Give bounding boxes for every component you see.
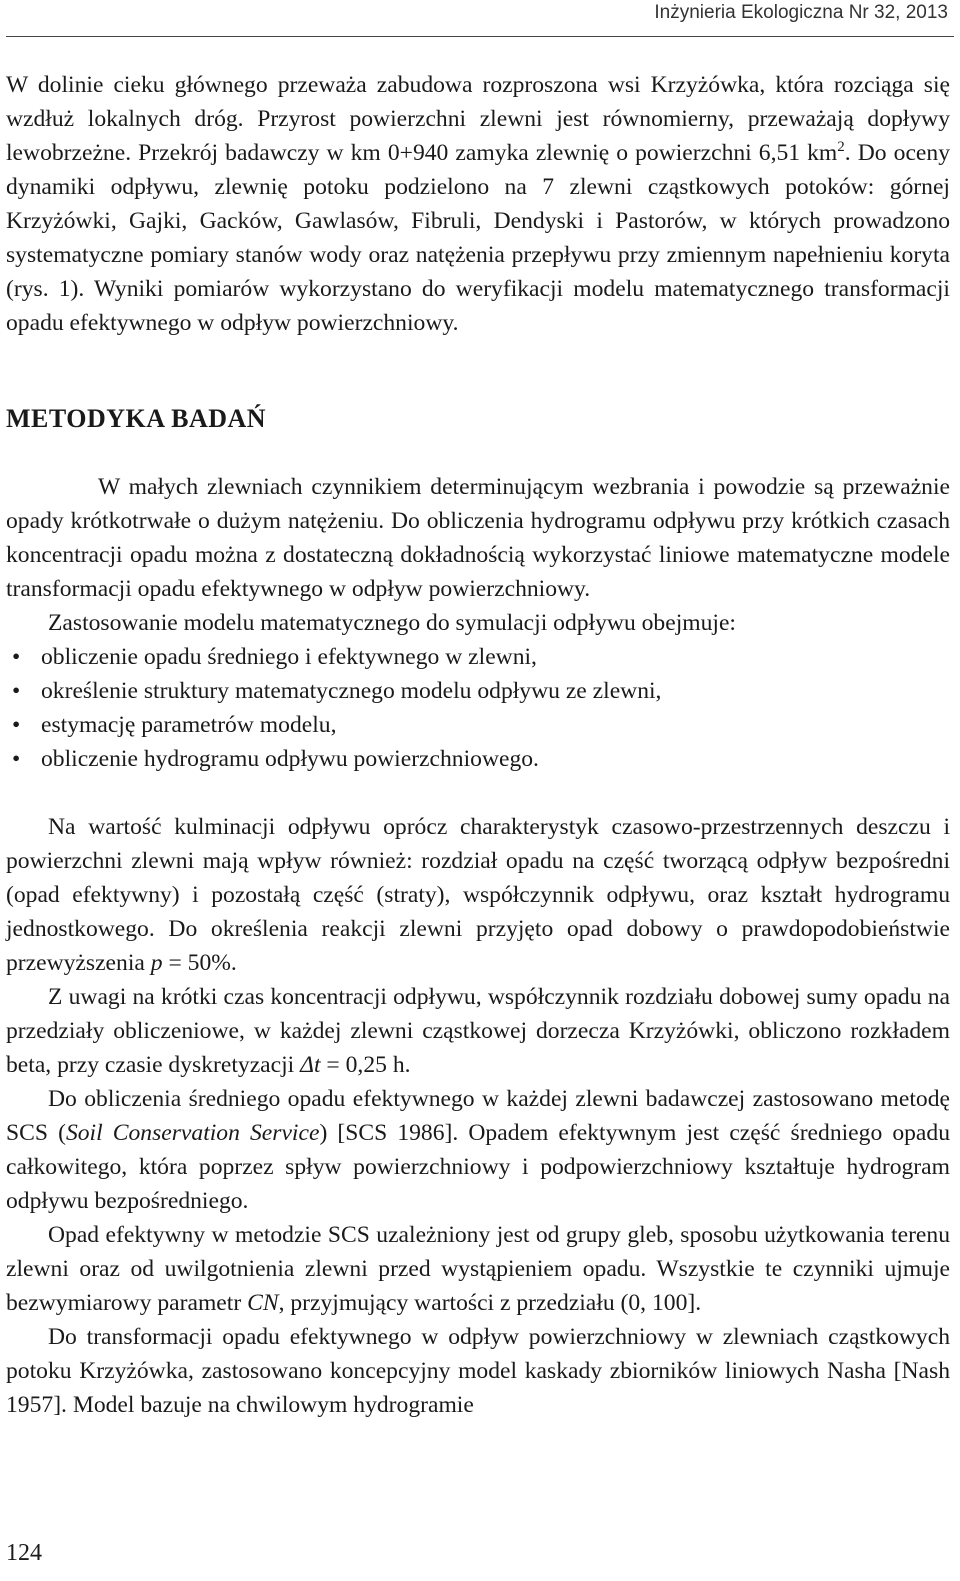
p3-text-b: = 50%. [162,950,237,976]
steps-list [6,640,950,776]
methods-paragraph-1: W małych zlewniach czynnikiem determinującym wezbrania i powodzie są przeważnie opady krótkotrwałe o dużym natężeniu. Do obliczenia hydrogramu odpływu przy krótkich czasach koncentracji opadu można z dostateczną dokładnością wykorzystać liniowe matematyczne modele transformacji opadu efektywnego w odpływ powierzchniowy. [6,474,950,602]
list-item [6,674,950,708]
methods-paragraph-5 [6,1082,950,1218]
p6-text-a: Opad efektywny w metodzie SCS uzależniony jest od grupy gleb, sposobu użytkowania terenu zlewni oraz od uwilgotnienia zlewni przed wystąpieniem opadu. Wszystkie te czynniki ujmuje bezwymiarowy parametr [6,1222,950,1316]
article-body [6,68,950,1422]
methods-paragraph-4 [6,980,950,1082]
time-step-variable: Δt [300,1052,321,1078]
bullet-icon: • [12,712,21,738]
probability-variable: p [150,950,163,976]
list-item-text: estymację parametrów modelu, [41,712,337,738]
bullet-icon: • [12,678,21,704]
methods-paragraph-2: Zastosowanie modelu matematycznego do symulacji odpływu obejmuje: [48,610,736,636]
section-heading: METODYKA BADAŃ [6,404,267,433]
bullet-icon: • [12,644,21,670]
intro-text-a: W dolinie cieku głównego przeważa zabudowa rozproszona wsi Krzyżówka, która rozciąga się wzdłuż lokalnych dróg. Przyrost powierzchni zlewni jest równomierny, przeważają dopływy lewobrzeżne. Przekrój badawczy w km 0+940 zamyka zlewnię o powierzchni 6,51 km [6,72,950,166]
bullet-icon: • [12,746,21,772]
header-divider [6,36,954,37]
methods-paragraph-3 [6,810,950,980]
methods-paragraph-7: Do transformacji opadu efektywnego w odpływ powierzchniowy w zlewniach cząstkowych potoku Krzyżówka, zastosowano koncepcyjny model kaskady zbiorników liniowych Nasha [Nash 1957]. Model bazuje na chwilowym hydrogramie [6,1324,950,1418]
methods-paragraph-6 [6,1218,950,1320]
page-number: 124 [6,1540,42,1566]
list-item-text: obliczenie opadu średniego i efektywnego w zlewni, [41,644,537,670]
p4-text-b: = 0,25 h. [320,1052,411,1078]
scs-full-name: Soil Conservation Service [65,1120,320,1146]
list-item [6,640,950,674]
p5-text-a: Do obliczenia średniego opadu efektywnego w każdej zlewni badawczej zastosowano metodę SCS ( [6,1086,950,1146]
p4-text-a: Z uwagi na krótki czas koncentracji odpływu, współczynnik rozdziału dobowej sumy opadu na przedziały obliczeniowe, w każdej zlewni cząstkowej dorzecza Krzyżówki, obliczono rozkładem beta, przy czasie dyskretyzacji [6,984,950,1078]
list-item [6,708,950,742]
list-item-text: obliczenie hydrogramu odpływu powierzchniowego. [41,746,539,772]
p5-text-b: ) [SCS 1986]. Opadem efektywnym jest część średniego opadu całkowitego, która poprzez spływ powierzchniowy i podpowierzchniowy kształtuje hydrogram odpływu bezpośredniego. [6,1120,951,1214]
p3-text-a: Na wartość kulminacji odpływu oprócz charakterystyk czasowo-przestrzennych deszczu i powierzchni zlewni mają wpływ również: rozdział opadu na część tworzącą odpływ bezpośredni (opad efektywny) i pozostałą część (straty), współczynnik odpływu, oraz kształt hydrogramu jednostkowego. Do określenia reakcji zlewni przyjęto opad dobowy o prawdopodobieństwie przewyższenia [6,814,950,976]
p6-text-b: , przyjmujący wartości z przedziału (0, 100]. [278,1290,702,1316]
area-unit-superscript: 2 [837,139,845,156]
intro-paragraph [6,68,950,340]
cn-parameter: CN [247,1290,279,1316]
intro-text-b: . Do oceny dynamiki odpływu, zlewnię potoku podzielono na 7 zlewni cząstkowych potoków: górnej Krzyżówki, Gajki, Gacków, Gawlasów, Fibruli, Dendyski i Pastorów, w których prowadzono systematyczne pomiary stanów wody oraz natężenia przepływu przy zmiennym napełnieniu koryta (rys. 1). Wyniki pomiarów wykorzystano do weryfikacji modelu matematycznego transformacji opadu efektywnego w odpływ powierzchniowy. [6,140,950,336]
running-header: Inżynieria Ekologiczna Nr 32, 2013 [654,2,948,23]
list-item-text: określenie struktury matematycznego modelu odpływu ze zlewni, [41,678,662,704]
list-item [6,742,950,776]
